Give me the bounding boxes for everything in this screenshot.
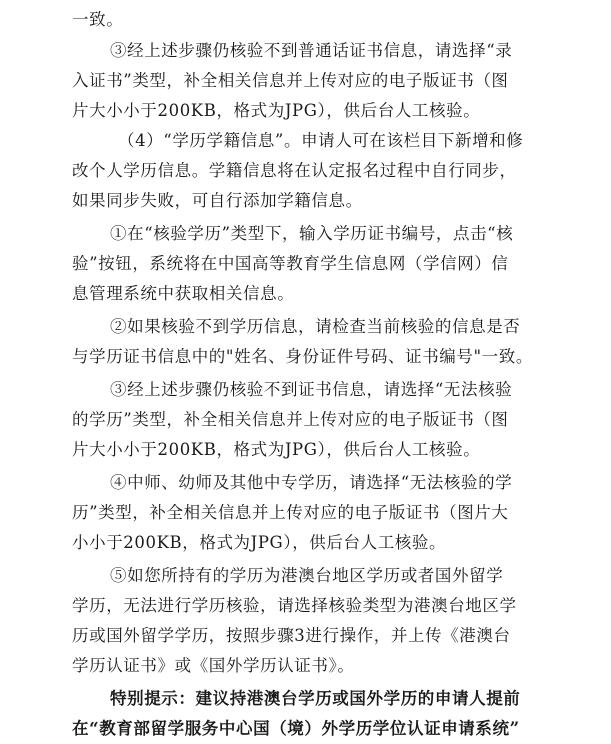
text-line: 入证书”类型，补全相关信息并上传对应的电子版证书（图 [72, 71, 509, 90]
text-line: 学历认证书》或《国外学历认证书》。 [72, 656, 355, 675]
text-line: （4）“学历学籍信息”。申请人可在该栏目下新增和修 [118, 131, 524, 150]
text-line: ③经上述步骤仍核验不到证书信息，请选择“无法核验 [110, 380, 513, 399]
text-line: 如果同步失败，可自行添加学籍信息。 [72, 191, 363, 210]
text-line: 验”按钮，系统将在中国高等教育学生信息网（学信网）信 [72, 254, 509, 273]
text-line: ⑤如您所持有的学历为港澳台地区学历或者国外留学 [110, 566, 504, 585]
text-line: 改个人学历信息。学籍信息将在认定报名过程中自行同步， [72, 161, 517, 180]
text-line: ③经上述步骤仍核验不到普通话证书信息，请选择“录 [110, 41, 513, 60]
special-note-line: 特别提示：建议持港澳台学历或国外学历的申请人提前 [110, 689, 521, 708]
text-line: ④中师、幼师及其他中专学历，请选择“无法核验的学 [110, 473, 513, 492]
text-line: 的学历”类型，补全相关信息并上传对应的电子版证书（图 [72, 410, 509, 429]
special-note-line: 在“教育部留学服务中心国（境）外学历学位认证申请系统” [72, 719, 520, 738]
text-line: 片大小小于200KB，格式为JPG），供后台人工核验。 [72, 101, 481, 120]
text-line: ②如果核验不到学历信息，请检查当前核验的信息是否 [110, 317, 521, 336]
text-line: 一致。 [72, 10, 124, 29]
text-line: 与学历证书信息中的"姓名、身份证件号码、证书编号"一致。 [72, 347, 533, 366]
text-line: 小小于200KB，格式为JPG），供后台人工核验。 [72, 533, 447, 552]
text-line: 片大小小于200KB，格式为JPG），供后台人工核验。 [72, 440, 481, 459]
text-line: ①在“核验学历”类型下，输入学历证书编号，点击“核 [110, 224, 514, 243]
text-line: 历或国外留学学历，按照步骤3进行操作，并上传《港澳台 [72, 626, 511, 645]
text-line: 学历，无法进行学历核验，请选择核验类型为港澳台地区学 [72, 596, 517, 615]
text-line: 息管理系统中获取相关信息。 [72, 284, 295, 303]
text-line: 历”类型，补全相关信息并上传对应的电子版证书（图片大 [72, 503, 509, 522]
